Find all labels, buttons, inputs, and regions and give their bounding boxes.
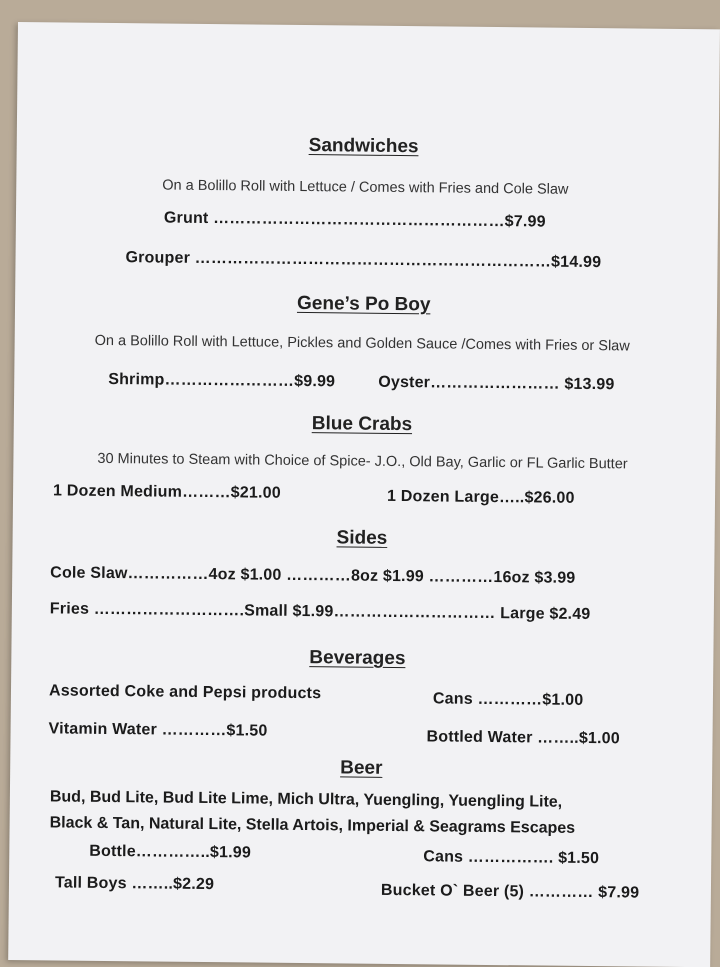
heading-beer: Beer (340, 757, 383, 779)
beer-list-line-1: Bud, Bud Lite, Bud Lite Lime, Mich Ultra, Yuengling, Yuengling Lite, (49, 788, 563, 811)
item-grouper: Grouper …………………………………………………………$14.99 (125, 249, 602, 272)
item-dozen-medium: 1 Dozen Medium………$21.00 (53, 482, 281, 502)
item-vitamin-water: Vitamin Water …………$1.50 (48, 720, 268, 740)
heading-sandwiches: Sandwiches (308, 135, 419, 158)
item-grunt: Grunt ………………………………………………$7.99 (163, 209, 546, 231)
item-tall-boys: Tall Boys ……..$2.29 (54, 874, 215, 894)
item-fries: Fries ……………………….Small $1.99………………………… Large $2.49 (49, 600, 591, 624)
item-bucket-o-beer: Bucket O` Beer (5) ………… $7.99 (380, 881, 640, 902)
beer-list-line-2: Black & Tan, Natural Lite, Stella Artois, Imperial & Seagrams Escapes (49, 814, 576, 837)
item-oyster: Oyster…………………… $13.99 (378, 373, 615, 394)
item-beer-bottle: Bottle…………..$1.99 (89, 842, 252, 862)
sandwiches-subtitle: On a Bolillo Roll with Lettuce / Comes with Fries and Cole Slaw (162, 177, 569, 198)
item-shrimp: Shrimp……………………$9.99 (108, 370, 336, 391)
po-boy-subtitle: On a Bolillo Roll with Lettuce, Pickles and Golden Sauce /Comes with Fries or Slaw (94, 332, 630, 355)
item-bottled-water: Bottled Water ……..$1.00 (426, 728, 621, 748)
menu-sheet (8, 22, 720, 967)
item-cans: Cans …………$1.00 (432, 690, 584, 709)
item-beer-cans: Cans ……………. $1.50 (423, 848, 600, 868)
item-dozen-large: 1 Dozen Large…..$26.00 (386, 487, 575, 507)
heading-beverages: Beverages (309, 647, 406, 670)
item-cole-slaw: Cole Slaw……………4oz $1.00 …………8oz $1.99 …………16oz $3.99 (50, 564, 576, 587)
heading-sides: Sides (336, 527, 388, 549)
blue-crabs-subtitle: 30 Minutes to Steam with Choice of Spice- J.O., Old Bay, Garlic or FL Garlic Butter (97, 450, 628, 473)
heading-blue-crabs: Blue Crabs (311, 413, 413, 436)
heading-po-boy: Gene’s Po Boy (296, 292, 431, 316)
item-coke-pepsi: Assorted Coke and Pepsi products (48, 682, 322, 703)
